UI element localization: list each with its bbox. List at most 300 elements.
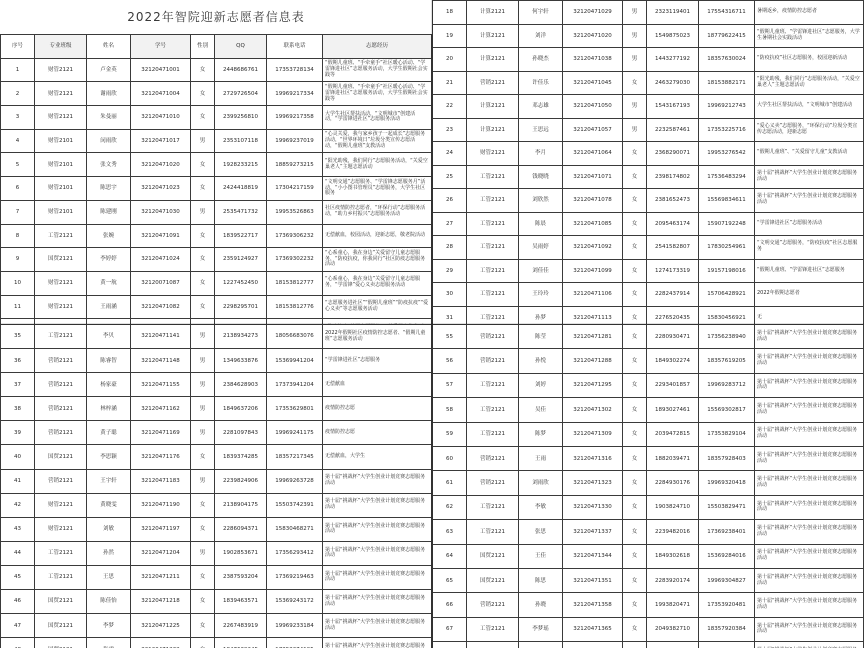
class-cell: 工管2121: [467, 422, 519, 446]
student-id-cell: 32120471106: [563, 283, 623, 307]
phone-cell: 19969217358: [267, 106, 323, 130]
row-index: 61: [433, 471, 467, 495]
sheet-top-left: [0, 0, 432, 324]
page-title: 2022年智院迎新志愿者信息表: [127, 10, 305, 24]
student-id-cell: 32120471001: [131, 58, 191, 82]
class-cell: 国贸2121: [35, 445, 87, 469]
class-cell: 工管2121: [467, 617, 519, 641]
name-cell: 陈莹: [519, 325, 563, 349]
table-row: [1, 349, 432, 373]
row-index: 67: [433, 617, 467, 641]
name-cell: 李贝: [87, 325, 131, 349]
table-row: [433, 24, 864, 48]
name-cell: 钱晓晓: [519, 165, 563, 189]
class-cell: 国贸2121: [467, 544, 519, 568]
table-row: [433, 118, 864, 142]
table-row: [433, 373, 864, 397]
name-cell: 刘雨欣: [519, 471, 563, 495]
student-id-cell: 32120471351: [563, 568, 623, 592]
qq-cell: 2323119401: [647, 1, 699, 25]
student-id-cell: 32120471082: [131, 295, 191, 319]
row-index: 22: [433, 95, 467, 119]
phone-cell: 17554316711: [699, 1, 755, 25]
qq-cell: 2283920174: [647, 568, 699, 592]
phone-cell: 17373941204: [267, 373, 323, 397]
qq-cell: 2232587461: [647, 118, 699, 142]
class-cell: 财管2101: [35, 153, 87, 177]
row-index: 29: [433, 259, 467, 283]
experience-cell: 无偿献血: [323, 373, 432, 397]
student-id-cell: 32120471045: [563, 71, 623, 95]
experience-cell: 第十届“挑战杯”大学生创业计划竞赛志愿服务活动: [323, 614, 432, 638]
experience-cell: 暑期返乡，疫情防控志愿者: [755, 1, 864, 25]
table-row: [1, 421, 432, 445]
table-row: [433, 259, 864, 283]
phone-cell: [267, 638, 323, 648]
student-id-cell: 32120471295: [563, 373, 623, 397]
name-cell: 陈晨: [519, 212, 563, 236]
class-cell: 营销2121: [35, 421, 87, 445]
table-row: [433, 446, 864, 470]
row-index: 46: [1, 590, 35, 614]
gender-cell: 女: [623, 165, 647, 189]
gender-cell: 女: [623, 349, 647, 373]
experience-cell: “学雷锋进社区”志愿服务: [323, 349, 432, 373]
phone-cell: 19969233184: [267, 614, 323, 638]
experience-cell: “防疫抗疫”社区志愿服务，校园迎新活动: [755, 48, 864, 72]
table-row: [1, 224, 432, 248]
experience-cell: 无偿献血，大学生: [323, 445, 432, 469]
name-cell: 张思: [519, 520, 563, 544]
row-index: 18: [433, 1, 467, 25]
row-index: 28: [433, 236, 467, 260]
table-row: [433, 71, 864, 95]
name-cell: 刘欣然: [519, 189, 563, 213]
gender-cell: 男: [623, 95, 647, 119]
qq-cell: 1443277192: [647, 48, 699, 72]
class-cell: 财管2121: [35, 82, 87, 106]
phone-cell: 17356238940: [699, 325, 755, 349]
phone-cell: 18357217345: [267, 445, 323, 469]
table-row: [433, 189, 864, 213]
experience-cell: 2022年假期志愿者: [755, 283, 864, 307]
student-id-cell: 32120471020: [563, 24, 623, 48]
qq-cell: 1839374285: [215, 445, 267, 469]
qq-cell: 2359124927: [215, 248, 267, 272]
row-index: 24: [433, 142, 467, 166]
qq-cell: 2049382710: [647, 617, 699, 641]
student-id-cell: 32120471010: [131, 106, 191, 130]
qq-cell: 1928233215: [215, 153, 267, 177]
student-id-cell: 32120471337: [563, 520, 623, 544]
student-id-cell: 32120471085: [563, 212, 623, 236]
student-id-cell: 32120071087: [131, 271, 191, 295]
gender-cell: 女: [191, 271, 215, 295]
table-row: [1, 638, 432, 648]
row-index: 59: [433, 422, 467, 446]
gender-cell: 女: [191, 58, 215, 82]
name-cell: [87, 638, 131, 648]
name-cell: 何宇轩: [519, 1, 563, 25]
row-index: 65: [433, 568, 467, 592]
gender-cell: [191, 638, 215, 648]
row-index: 66: [433, 593, 467, 617]
qq-cell: 1849302274: [647, 349, 699, 373]
name-cell: 李月: [519, 142, 563, 166]
experience-cell: “假期儿童班、“学雷锋进社区”志愿服务: [755, 259, 864, 283]
gender-cell: 女: [623, 142, 647, 166]
gender-cell: 女: [623, 373, 647, 397]
qq-cell: 2138904175: [215, 493, 267, 517]
phone-cell: 19157198016: [699, 259, 755, 283]
table-row: [1, 271, 432, 295]
phone-cell: 15569302817: [699, 398, 755, 422]
student-id-cell: 32120471176: [131, 445, 191, 469]
qq-cell: 1903824710: [647, 495, 699, 519]
qq-cell: 2282437914: [647, 283, 699, 307]
class-cell: 工管2121: [35, 565, 87, 589]
name-cell: 王雨涵: [87, 295, 131, 319]
column-header: 志愿经历: [323, 35, 432, 59]
gender-cell: 女: [623, 398, 647, 422]
class-cell: 工管2121: [467, 259, 519, 283]
gender-cell: 女: [623, 212, 647, 236]
table-row: [433, 95, 864, 119]
gender-cell: 女: [191, 153, 215, 177]
row-index: 62: [433, 495, 467, 519]
name-cell: 张婉: [87, 224, 131, 248]
experience-cell: 第十届“挑战杯”大学生创业计划竞赛志愿服务活动: [755, 544, 864, 568]
qq-cell: 1882039471: [647, 446, 699, 470]
qq-cell: 2267483919: [215, 614, 267, 638]
class-cell: 财管2101: [35, 200, 87, 224]
name-cell: 王思: [87, 565, 131, 589]
row-index: 63: [433, 520, 467, 544]
table-row: [433, 398, 864, 422]
experience-cell: 第十届“挑战杯”大学生创业计划竞赛志愿服务活动: [755, 568, 864, 592]
name-cell: 杨家豪: [87, 373, 131, 397]
qq-cell: 1849637206: [215, 397, 267, 421]
phone-cell: 17356293412: [267, 541, 323, 565]
qq-cell: 1543167193: [647, 95, 699, 119]
table-row: [433, 568, 864, 592]
phone-cell: 17353225716: [699, 118, 755, 142]
name-cell: 孙晓杰: [519, 48, 563, 72]
phone-cell: 19969263728: [267, 469, 323, 493]
class-cell: 计算2121: [467, 24, 519, 48]
volunteer-table-3: [0, 324, 432, 648]
row-index: 37: [1, 373, 35, 397]
name-cell: 刘敏: [87, 517, 131, 541]
class-cell: 工管2121: [467, 189, 519, 213]
row-index: 57: [433, 373, 467, 397]
experience-cell: 2022年假期社区疫情防控志愿者、“假期儿童班”志愿服务活动: [323, 325, 432, 349]
student-id-cell: 32120471038: [563, 48, 623, 72]
gender-cell: 男: [191, 373, 215, 397]
class-cell: 国贸2121: [35, 590, 87, 614]
student-id-cell: 32120471190: [131, 493, 191, 517]
name-cell: 李梦: [87, 614, 131, 638]
table-header-row: [1, 35, 432, 59]
phone-cell: 19969320418: [699, 471, 755, 495]
row-index: 20: [433, 48, 467, 72]
name-cell: 黄一航: [87, 271, 131, 295]
name-cell: 王佳: [519, 544, 563, 568]
student-id-cell: 32120471323: [563, 471, 623, 495]
row-index: 55: [433, 325, 467, 349]
row-index: 40: [1, 445, 35, 469]
row-index: 26: [433, 189, 467, 213]
row-index: 6: [1, 177, 35, 201]
row-index: 7: [1, 200, 35, 224]
gender-cell: 女: [623, 593, 647, 617]
class-cell: 工管2121: [467, 373, 519, 397]
gender-cell: 男: [623, 48, 647, 72]
qq-cell: 1902853671: [215, 541, 267, 565]
student-id-cell: 32120471091: [131, 224, 191, 248]
qq-cell: [647, 642, 699, 648]
phone-cell: 18859273215: [267, 153, 323, 177]
phone-cell: 17369302232: [267, 248, 323, 272]
name-cell: 闵雨欣: [87, 129, 131, 153]
student-id-cell: 32120471099: [563, 259, 623, 283]
table-row: [433, 593, 864, 617]
gender-cell: 女: [191, 82, 215, 106]
student-id-cell: 32120471218: [131, 590, 191, 614]
row-index: 56: [433, 349, 467, 373]
experience-cell: “阳光助残，我们同行”志愿服务活动，“关爱空巢老人”主题志愿活动: [755, 71, 864, 95]
column-header: QQ: [215, 35, 267, 59]
class-cell: 计算2121: [467, 1, 519, 25]
class-cell: [35, 638, 87, 648]
phone-cell: 18153812776: [267, 295, 323, 319]
experience-cell: “文明交通”志愿服务，“防疫抗疫”社区志愿服务: [755, 236, 864, 260]
name-cell: 陈梦: [519, 422, 563, 446]
column-header: 学号: [131, 35, 191, 59]
student-id-cell: 32120471024: [131, 248, 191, 272]
gender-cell: 男: [623, 24, 647, 48]
name-cell: 王玲玲: [519, 283, 563, 307]
class-cell: 财管2101: [35, 177, 87, 201]
qq-cell: 1274173319: [647, 259, 699, 283]
student-id-cell: [131, 638, 191, 648]
class-cell: 计算2121: [467, 95, 519, 119]
table-row: [1, 493, 432, 517]
experience-cell: [755, 642, 864, 648]
row-index: 23: [433, 118, 467, 142]
gender-cell: 女: [191, 493, 215, 517]
name-cell: 刘佳佳: [519, 259, 563, 283]
qq-cell: 2535471732: [215, 200, 267, 224]
name-cell: 朱曼丽: [87, 106, 131, 130]
class-cell: 工管2121: [467, 212, 519, 236]
gender-cell: [623, 642, 647, 648]
table-row: [1, 325, 432, 349]
class-cell: 财管2121: [35, 58, 87, 82]
qq-cell: 2399256810: [215, 106, 267, 130]
student-id-cell: 32120471017: [131, 129, 191, 153]
row-index: 47: [1, 614, 35, 638]
experience-cell: 大学生社区帮扶活动，“文明城市”创建活动，“学雷锋进社区”志愿服务活动: [323, 106, 432, 130]
table-row: [433, 495, 864, 519]
table-row: [433, 212, 864, 236]
class-cell: 工管2121: [467, 398, 519, 422]
column-header: 联系电话: [267, 35, 323, 59]
experience-cell: “假期儿童班、“手牵童手”社区暖心活动、“学雷锋进社区”志愿服务活动，大学生假期社会实践等: [323, 58, 432, 82]
class-cell: 财管2101: [35, 129, 87, 153]
phone-cell: 19969304827: [699, 568, 755, 592]
experience-cell: 疫情防控志愿: [323, 421, 432, 445]
class-cell: 营销2121: [467, 593, 519, 617]
experience-cell: 大学生社区帮扶活动，“文明城市”创建活动: [755, 95, 864, 119]
student-id-cell: 32120471078: [563, 189, 623, 213]
gender-cell: 女: [623, 471, 647, 495]
qq-cell: 2368290071: [647, 142, 699, 166]
row-index: 44: [1, 541, 35, 565]
gender-cell: 男: [191, 325, 215, 349]
experience-cell: 第十届“挑战杯”大学生创业计划竞赛志愿服务活动: [755, 165, 864, 189]
gender-cell: 女: [623, 520, 647, 544]
phone-cell: 19953276542: [699, 142, 755, 166]
phone-cell: 18357630024: [699, 48, 755, 72]
class-cell: 营销2121: [35, 373, 87, 397]
name-cell: 孙晓: [519, 593, 563, 617]
name-cell: 卢金英: [87, 58, 131, 82]
row-index: 2: [1, 82, 35, 106]
gender-cell: 男: [623, 1, 647, 25]
student-id-cell: 32120471155: [131, 373, 191, 397]
gender-cell: 女: [191, 614, 215, 638]
row-index: 36: [1, 349, 35, 373]
column-header: 性别: [191, 35, 215, 59]
table-row: [433, 325, 864, 349]
student-id-cell: 32120471148: [131, 349, 191, 373]
table-row: [1, 373, 432, 397]
table-row: [433, 306, 864, 324]
table-row: [1, 565, 432, 589]
row-index: 3: [1, 106, 35, 130]
student-id-cell: 32120471225: [131, 614, 191, 638]
class-cell: 工管2121: [467, 520, 519, 544]
student-id-cell: [563, 642, 623, 648]
qq-cell: 1849302618: [647, 544, 699, 568]
class-cell: 财管2121: [35, 493, 87, 517]
qq-cell: 2281097843: [215, 421, 267, 445]
row-index: 10: [1, 271, 35, 295]
gender-cell: 男: [191, 541, 215, 565]
table-row: [433, 422, 864, 446]
student-id-cell: 32120471030: [131, 200, 191, 224]
experience-cell: “阳光助残，我们同行”志愿服务活动，“关爱空巢老人”主题志愿活动: [323, 153, 432, 177]
qq-cell: 2424418819: [215, 177, 267, 201]
row-index: 64: [433, 544, 467, 568]
qq-cell: 2095463174: [647, 212, 699, 236]
experience-cell: 第十届“挑战杯”大学生创业计划竞赛志愿服务活动: [323, 517, 432, 541]
row-index: 1: [1, 58, 35, 82]
phone-cell: 19969283712: [699, 373, 755, 397]
experience-cell: 第十届“挑战杯”大学生创业计划竞赛志愿服务活动: [755, 617, 864, 641]
experience-cell: “假期儿童班、“手牵童手”社区暖心活动、“学雷锋进社区”志愿服务活动，大学生假期社会实践等: [323, 82, 432, 106]
experience-cell: “爱心义卖”志愿服务，“环保行动”垃圾分类宣传志愿活动，迎新志愿: [755, 118, 864, 142]
qq-cell: 2384628903: [215, 373, 267, 397]
gender-cell: 男: [191, 200, 215, 224]
experience-cell: 第十届“挑战杯”大学生创业计划竞赛志愿服务活动: [755, 446, 864, 470]
experience-cell: “心灵关爱，我与家乡孩子一起成长”志愿服务活动，“世界环境日”垃圾分类宣传志愿活动，“假期儿童班”支教活动: [323, 129, 432, 153]
qq-cell: 2039472815: [647, 422, 699, 446]
row-index: 38: [1, 397, 35, 421]
class-cell: 营销2121: [35, 469, 87, 493]
qq-cell: 2280930471: [647, 325, 699, 349]
class-cell: 工管2121: [35, 325, 87, 349]
gender-cell: 女: [623, 568, 647, 592]
row-index: 45: [1, 565, 35, 589]
student-id-cell: 32120471330: [563, 495, 623, 519]
gender-cell: 男: [191, 349, 215, 373]
class-cell: 工管2121: [467, 236, 519, 260]
qq-cell: 2387593204: [215, 565, 267, 589]
qq-cell: 2729726504: [215, 82, 267, 106]
table-row: [1, 58, 432, 82]
row-index: 58: [433, 398, 467, 422]
class-cell: 营销2121: [467, 446, 519, 470]
phone-cell: 18357928403: [699, 446, 755, 470]
qq-cell: 1893027461: [647, 398, 699, 422]
gender-cell: 女: [191, 224, 215, 248]
gender-cell: 男: [191, 129, 215, 153]
phone-cell: 15830456921: [699, 306, 755, 324]
experience-cell: 第十届“挑战杯”大学生创业计划竞赛志愿服务活动: [755, 373, 864, 397]
student-id-cell: 32120471309: [563, 422, 623, 446]
qq-cell: 2541582807: [647, 236, 699, 260]
student-id-cell: 32120471169: [131, 421, 191, 445]
class-cell: 工管2121: [467, 165, 519, 189]
table-row: [1, 153, 432, 177]
qq-cell: 2463279030: [647, 71, 699, 95]
qq-cell: 2286094371: [215, 517, 267, 541]
volunteer-table-4: [432, 324, 864, 648]
experience-cell: “文明交通”志愿服务、“学雷锋志愿服务月”活动，“小小图书管理员”志愿服务，大学生社区服务: [323, 177, 432, 201]
phone-cell: 19969241175: [267, 421, 323, 445]
qq-cell: 2239824906: [215, 469, 267, 493]
table-row: [1, 177, 432, 201]
row-index: 60: [433, 446, 467, 470]
phone-cell: 18357619205: [699, 349, 755, 373]
experience-cell: 第十届“挑战杯”大学生创业计划竞赛志愿服务活动: [755, 325, 864, 349]
student-id-cell: 32120471316: [563, 446, 623, 470]
gender-cell: 女: [191, 517, 215, 541]
phone-cell: 17353829104: [699, 422, 755, 446]
row-index: 5: [1, 153, 35, 177]
experience-cell: 第十届“挑战杯”大学生创业计划竞赛志愿服务活动: [323, 493, 432, 517]
student-id-cell: 32120471211: [131, 565, 191, 589]
phone-cell: 15830468271: [267, 517, 323, 541]
table-row: [433, 642, 864, 648]
experience-cell: 无: [755, 306, 864, 324]
phone-cell: 17369219463: [267, 565, 323, 589]
table-row: [1, 469, 432, 493]
name-cell: 刘洋: [519, 24, 563, 48]
qq-cell: 2398174802: [647, 165, 699, 189]
table-row: [433, 48, 864, 72]
student-id-cell: 32120471141: [131, 325, 191, 349]
table-row: [1, 82, 432, 106]
table-row: [433, 471, 864, 495]
class-cell: 营销2121: [467, 71, 519, 95]
class-cell: 营销2121: [467, 349, 519, 373]
phone-cell: 17830254961: [699, 236, 755, 260]
table-row: [433, 236, 864, 260]
student-id-cell: 32120471057: [563, 118, 623, 142]
